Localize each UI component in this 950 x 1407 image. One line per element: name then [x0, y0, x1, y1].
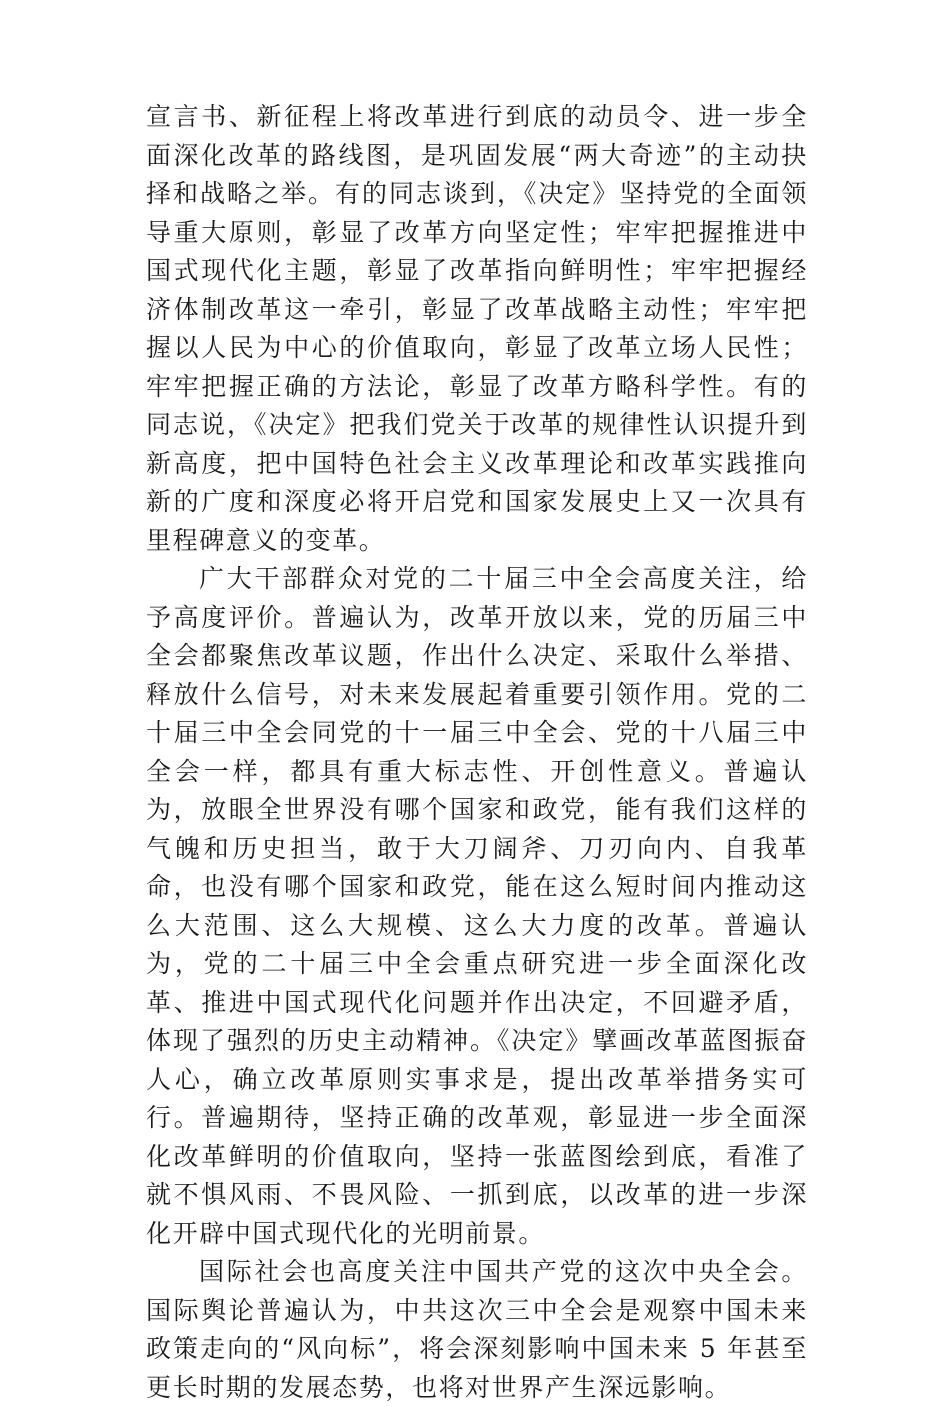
paragraph-public-response: 广大干部群众对党的二十届三中全会高度关注，给予高度评价。普遍认为，改革开放以来，党的历届三中全会都聚焦改革议题，作出什么决定、采取什么举措、释放什么信号，对未来发展起着重要引领作用。党的二十届三中全会同党的十一届三中全会、党的十八届三中全会一样，都具有重大标志性、开创性意义。普遍认为，放眼全世界没有哪个国家和政党，能有我们这样的气魄和历史担当，敢于大刀阔斧、刀刃向内、自我革命，也没有哪个国家和政党，能在这么短时间内推动这么大范围、这么大规模、这么大力度的改革。普遍认为，党的二十届三中全会重点研究进一步全面深化改革、推进中国式现代化问题并作出决定，不回避矛盾，体现了强烈的历史主动精神。《决定》擘画改革蓝图振奋人心，确立改革原则实事求是，提出改革举措务实可行。普遍期待，坚持正确的改革观，彰显进一步全面深化改革鲜明的价值取向，坚持一张蓝图绘到底，看准了就不惧风雨、不畏风险、一抓到底，以改革的进一步深化开辟中国式现代化的光明前景。	[146, 564, 808, 1248]
paragraph-international-attention: 国际社会也高度关注中国共产党的这次中央全会。国际舆论普遍认为，中共这次三中全会是观察中国未来政策走向的“风向标”，将会深刻影响中国未来 5 年甚至更长时期的发展态势，也将对世界产生深远影响。	[146, 1257, 808, 1402]
body-text	[146, 98, 808, 1407]
paragraph-continuation: 宣言书、新征程上将改革进行到底的动员令、进一步全面深化改革的路线图，是巩固发展“两大奇迹”的主动抉择和战略之举。有的同志谈到，《决定》坚持党的全面领导重大原则，彰显了改革方向坚定性；牢牢把握推进中国式现代化主题，彰显了改革指向鲜明性；牢牢把握经济体制改革这一牵引，彰显了改革战略主动性；牢牢把握以人民为中心的价值取向，彰显了改革立场人民性；牢牢把握正确的方法论，彰显了改革方略科学性。有的同志说，《决定》把我们党关于改革的规律性认识提升到新高度，把中国特色社会主义改革理论和改革实践推向新的广度和深度必将开启党和国家发展史上又一次具有里程碑意义的变革。	[146, 102, 808, 555]
